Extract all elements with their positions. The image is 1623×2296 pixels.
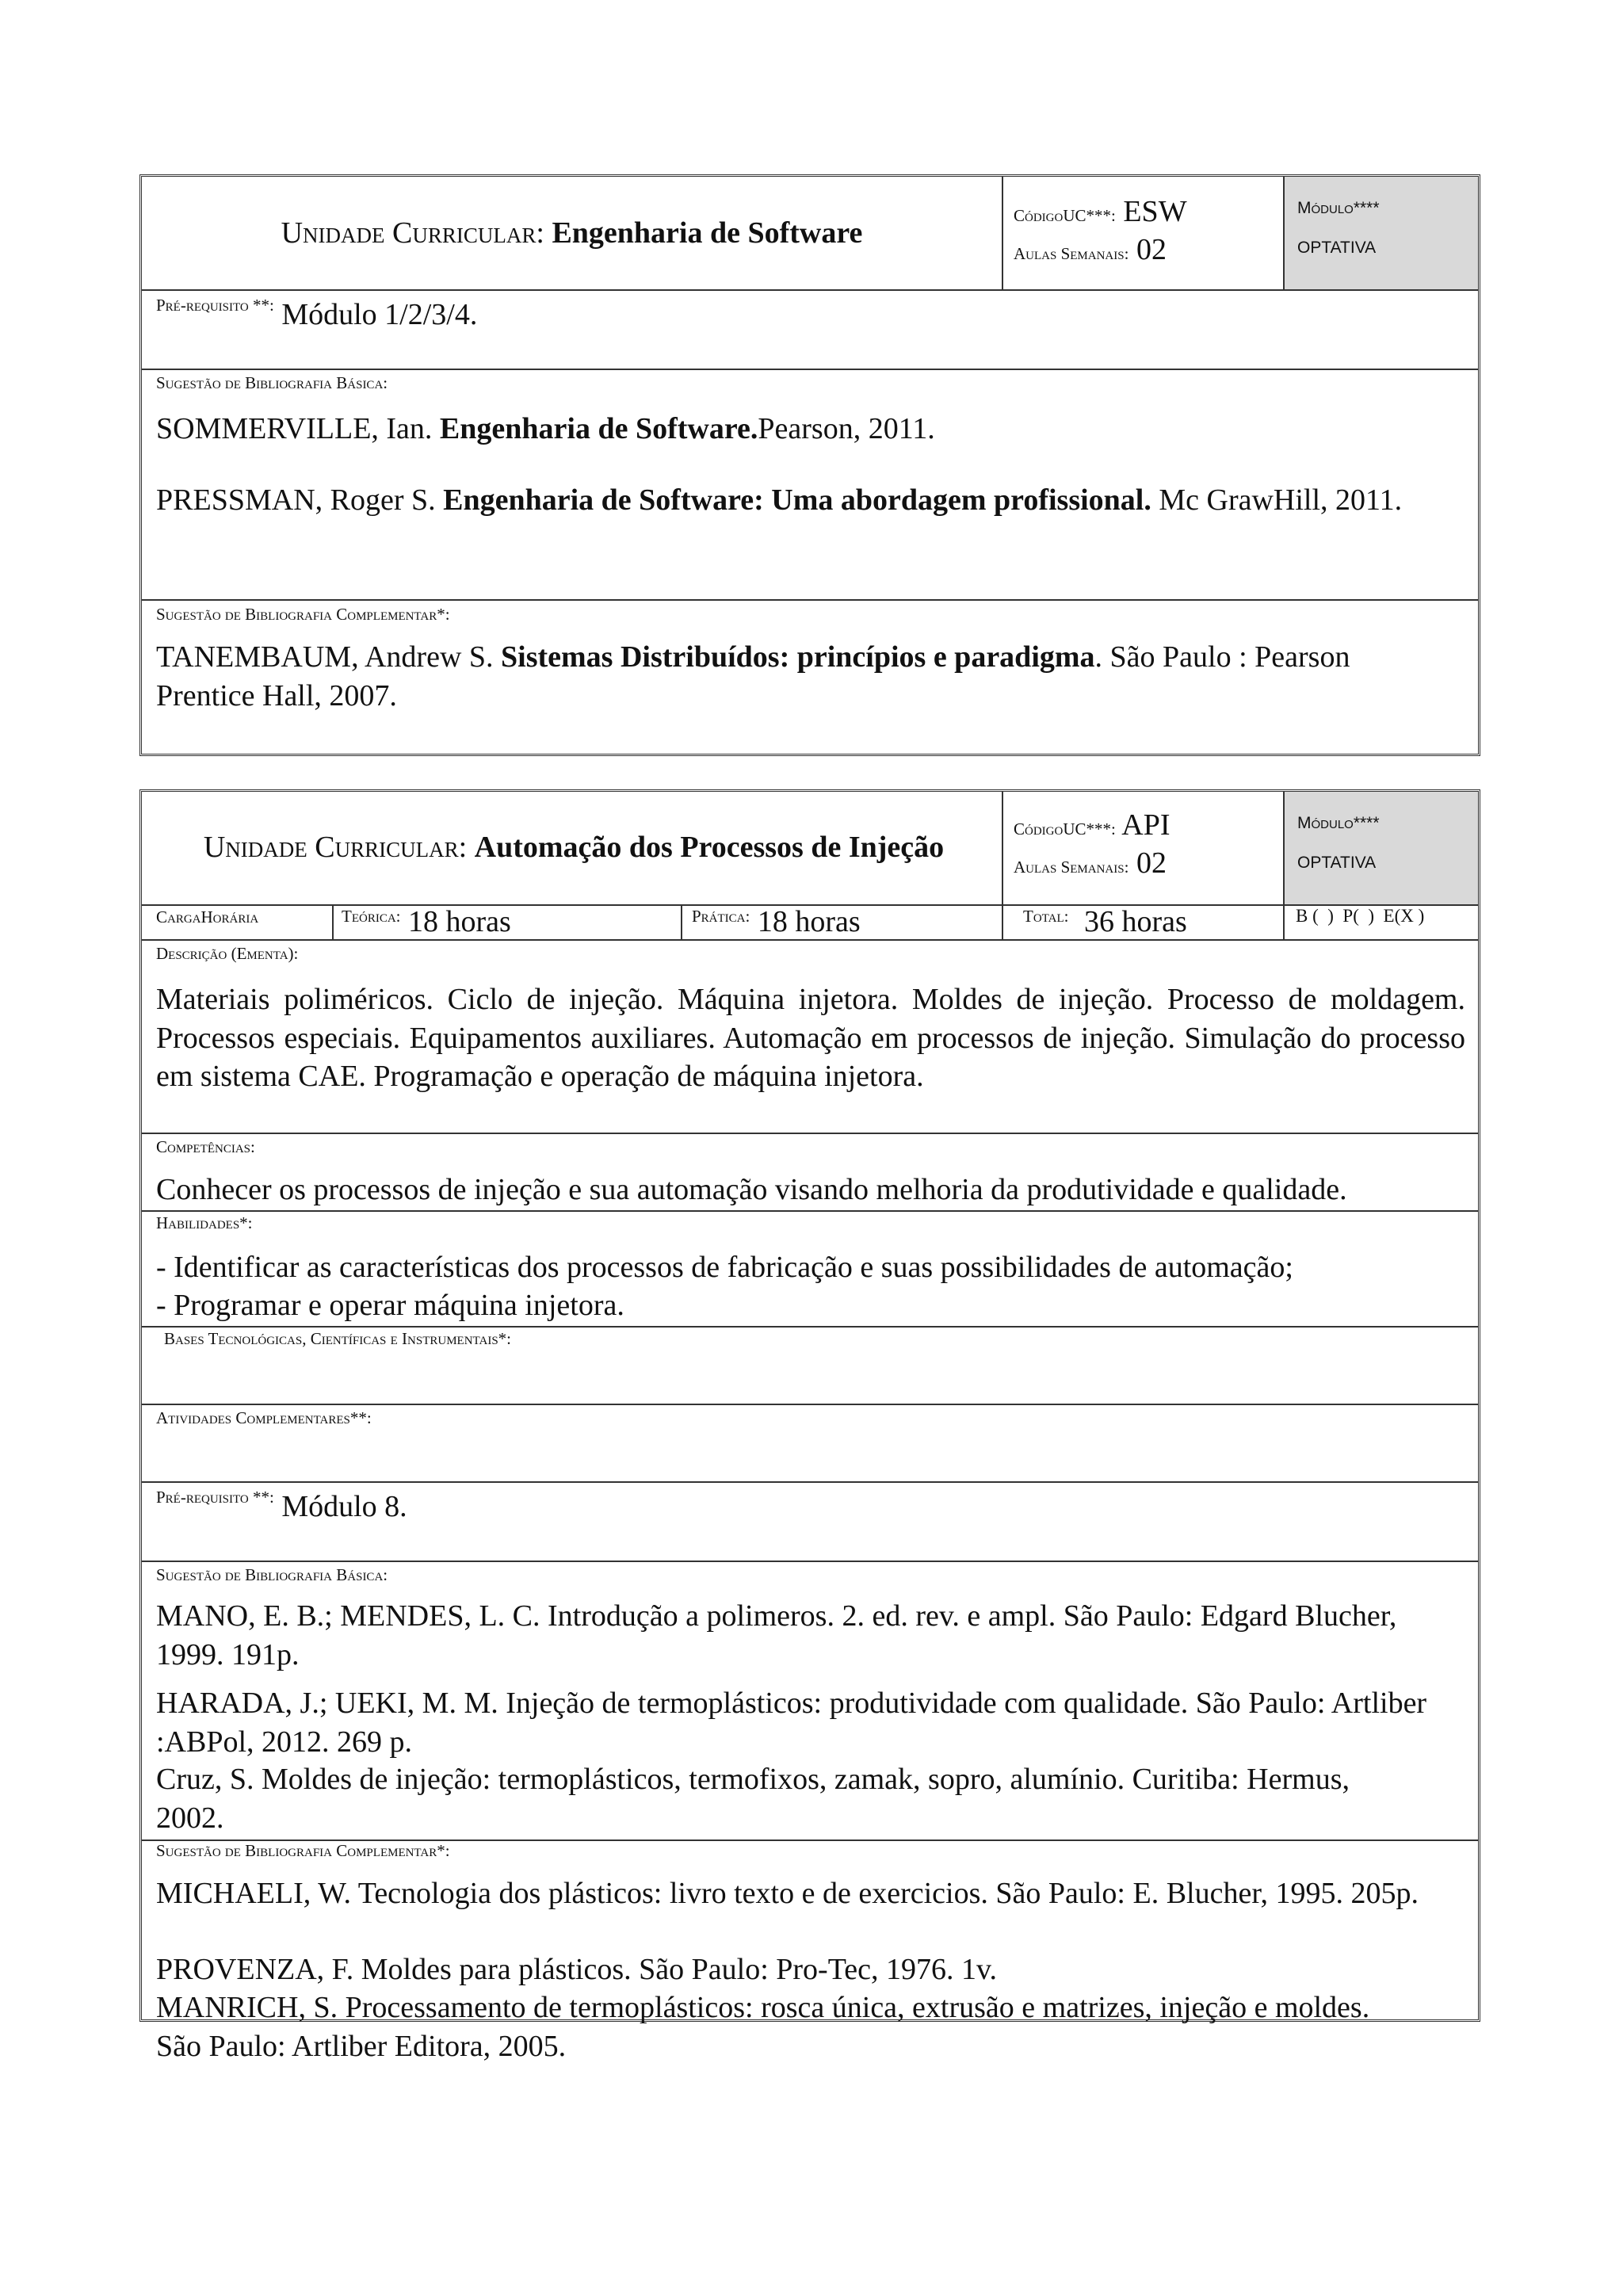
module-label: Módulo****	[1297, 814, 1380, 832]
module-cell	[1283, 177, 1478, 289]
complementary-bibliography-label: Sugestão de Bibliografia Complementar*:	[156, 605, 450, 624]
bib-author: TANEMBAUM, Andrew S.	[156, 640, 502, 674]
code-cell	[1014, 808, 1275, 842]
competencies-label: Competências:	[156, 1137, 255, 1156]
curricular-unit-table-2	[139, 789, 1480, 2063]
code-label: CódigoUC***:	[1014, 819, 1116, 839]
basic-bibliography-item: Cruz, S. Moldes de injeção: termoplásticos, termofixos, zamak, sopro, alumínio. Curitiba: Hermus, 2002.	[156, 1763, 1350, 1835]
complementary-bibliography-item: MICHAELI, W. Tecnologia dos plásticos: livro texto e de exercicios. São Paulo: E. Blucher, 1995. 205p.	[156, 1877, 1419, 1910]
module-cell	[1283, 792, 1478, 904]
prerequisite-value: Módulo 8.	[281, 1490, 407, 1523]
skills-item: - Identificar as características dos processos de fabricação e suas possibilidades de automação;	[156, 1251, 1293, 1284]
bib-publisher: Mc GrawHill, 2011.	[1151, 483, 1403, 517]
skills-item: - Programar e operar máquina injetora.	[156, 1289, 624, 1322]
description-text: Materiais poliméricos. Ciclo de injeção. Máquina injetora. Moldes de injeção. Processo de moldagem. Processos especiais. Equipamentos auxiliares. Automação em processos de injeção. Simulação do processo em sistema CAE. Programação e operação de máquina injetora.	[156, 983, 1465, 1094]
prerequisite	[156, 294, 477, 336]
theory-value: 18 horas	[408, 905, 511, 938]
basic-bibliography-item	[156, 481, 1465, 520]
complementary-bibliography-item	[156, 638, 1377, 715]
description-label: Descrição (Ementa):	[156, 944, 299, 963]
weekly-classes-cell	[1014, 232, 1275, 267]
prerequisite-value: Módulo 1/2/3/4.	[281, 298, 478, 331]
weekly-classes-label: Aulas Semanais:	[1014, 858, 1129, 877]
weekly-classes-label: Aulas Semanais:	[1014, 244, 1129, 263]
weekly-classes-cell	[1014, 846, 1275, 881]
skills-label: Habilidades*:	[156, 1213, 253, 1232]
uc-title-cell	[174, 792, 974, 904]
workload-label: CargaHorária	[156, 907, 259, 926]
complementary-bibliography-item: PROVENZA, F. Moldes para plásticos. São Paulo: Pro-Tec, 1976. 1v.	[156, 1953, 998, 1986]
uc-name: Automação dos Processos de Injeção	[474, 831, 945, 865]
code-value: ESW	[1123, 195, 1187, 228]
uc-label: Unidade Curricular:	[281, 216, 544, 250]
total-hours	[1023, 904, 1187, 939]
bib-title: Sistemas Distribuídos: princípios e paradigma	[501, 640, 1095, 674]
bib-publisher: . São Paulo : Pearson Prentice Hall, 2007.	[156, 640, 1350, 712]
weekly-classes-value: 02	[1136, 233, 1167, 266]
total-label: Total:	[1023, 907, 1069, 926]
module-label: Módulo****	[1297, 199, 1380, 217]
uc-title-cell	[142, 177, 1002, 289]
prerequisite-label: Pré-requisito **:	[156, 1488, 274, 1507]
bib-author: SOMMERVILLE, Ian.	[156, 412, 440, 445]
technological-bases-label: Bases Tecnológicas, Científicas e Instrumentais*:	[164, 1329, 512, 1348]
bib-author: PRESSMAN, Roger S.	[156, 483, 444, 517]
bib-title: Engenharia de Software: Uma abordagem profissional.	[443, 483, 1151, 517]
uc-name: Engenharia de Software	[552, 216, 863, 250]
complementary-activities-label: Atividades Complementares**:	[156, 1408, 372, 1427]
complementary-bibliography-label: Sugestão de Bibliografia Complementar*:	[156, 1841, 450, 1860]
prerequisite	[156, 1486, 407, 1528]
weekly-classes-value: 02	[1136, 846, 1167, 880]
practice-label: Prática:	[692, 907, 750, 926]
basic-bibliography-item: HARADA, J.; UEKI, M. M. Injeção de termoplásticos: produtividade com qualidade. São Paulo: Artliber :ABPol, 2012. 269 p.	[156, 1687, 1427, 1759]
code-value: API	[1121, 808, 1170, 842]
bib-title: Engenharia de Software.	[439, 412, 758, 445]
code-cell	[1014, 194, 1275, 229]
basic-bibliography-label: Sugestão de Bibliografia Básica:	[156, 373, 388, 392]
complementary-bibliography-item: MANRICH, S. Processamento de termoplásticos: rosca única, extrusão e matrizes, injeção e moldes. São Paulo: Artliber Editora, 2005.	[156, 1991, 1370, 2063]
prerequisite-label: Pré-requisito **:	[156, 296, 274, 315]
type-options: B ( ) P( ) E(X )	[1296, 906, 1425, 926]
bib-publisher: Pearson, 2011.	[758, 412, 935, 445]
total-value: 36 horas	[1083, 905, 1187, 938]
module-value: OPTATIVA	[1297, 854, 1377, 872]
basic-bibliography-item	[156, 410, 1464, 449]
curricular-unit-table-1	[139, 174, 1480, 756]
code-label: CódigoUC***:	[1014, 206, 1116, 225]
module-value: OPTATIVA	[1297, 239, 1377, 257]
practice-hours	[692, 904, 861, 939]
practice-value: 18 horas	[757, 905, 861, 938]
basic-bibliography-label: Sugestão de Bibliografia Básica:	[156, 1565, 388, 1584]
theory-label: Teórica:	[342, 907, 401, 926]
uc-label: Unidade Curricular:	[203, 831, 468, 865]
theory-hours	[342, 904, 511, 939]
competencies-text: Conhecer os processos de injeção e sua automação visando melhoria da produtividade e qualidade.	[156, 1173, 1347, 1206]
basic-bibliography-item: MANO, E. B.; MENDES, L. C. Introdução a polimeros. 2. ed. rev. e ampl. São Paulo: Edgard Blucher, 1999. 191p.	[156, 1599, 1397, 1671]
